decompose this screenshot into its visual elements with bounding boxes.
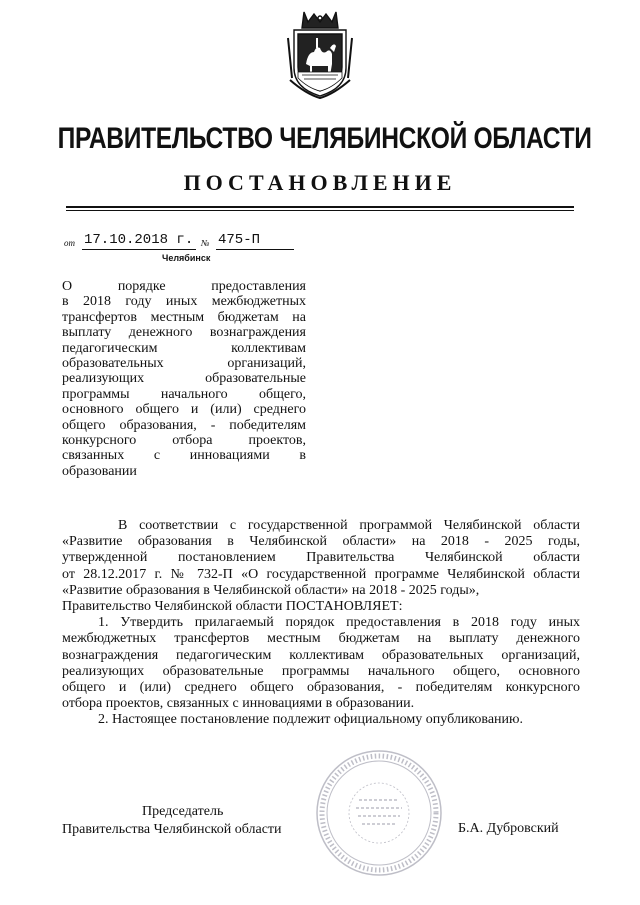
signature-role-line: Правительства Челябинской области: [62, 822, 282, 837]
subject-line: педагогическим коллективам: [62, 340, 306, 356]
header-rule: [66, 206, 574, 208]
subject-line: образовательных организаций,: [62, 355, 306, 371]
preamble-line: «Развитие образования в Челябинской области» на 2018 - 2025 годы»,: [62, 582, 480, 598]
preamble-line: утвержденной постановлением Правительства Челябинской области: [62, 550, 580, 566]
preamble-line: от 28.12.2017 г. № 732-П «О государственной программе Челябинской области: [62, 566, 580, 582]
document-type: ПОСТАНОВЛЕНИЕ: [183, 170, 457, 195]
signature-role: [62, 803, 312, 839]
item1-line: межбюджетных трансфертов местным бюджетам на выплату денежного: [62, 631, 580, 647]
item2-line: 2. Настоящее постановление подлежит официальному опубликованию.: [98, 712, 523, 728]
header-rule-thin: [66, 210, 574, 211]
signatory-name: Б.А. Дубровский: [458, 821, 559, 836]
item1-line: общего и (или) среднего общего образования, - победителям конкурсного: [62, 679, 580, 695]
subject-block: [62, 279, 306, 479]
item1-line: отбора проектов, связанных с инновациями в образовании.: [62, 696, 415, 712]
preamble-line: «Развитие образования в Челябинской области» на 2018 - 2025 годы,: [62, 534, 580, 550]
official-seal-icon: [314, 748, 444, 878]
item1-line: 1. Утвердить прилагаемый порядок предоставления в 2018 году иных: [98, 615, 580, 631]
document-number: 475-П: [216, 232, 294, 250]
date-number-line: [64, 232, 304, 250]
coat-of-arms-icon: [286, 8, 354, 100]
number-prefix: №: [201, 238, 210, 248]
government-title: ПРАВИТЕЛЬСТВО ЧЕЛЯБИНСКОЙ ОБЛАСТИ: [57, 122, 592, 155]
resolves-line: Правительство Челябинской области ПОСТАНОВЛЯЕТ:: [62, 598, 403, 614]
subject-line: образовании: [62, 463, 137, 479]
subject-line: реализующих образовательные: [62, 371, 306, 387]
item1-line: реализующих образовательные программы начального общего, основного: [62, 663, 580, 679]
subject-line: О порядке предоставления: [62, 279, 306, 294]
subject-line: основного общего и (или) среднего: [62, 402, 306, 418]
city: Челябинск: [162, 253, 211, 263]
document-body: [62, 518, 580, 728]
subject-line: программы начального общего,: [62, 386, 306, 402]
subject-line: в 2018 году иных межбюджетных: [62, 294, 306, 310]
document-date: 17.10.2018 г.: [82, 232, 196, 250]
subject-line: трансфертов местным бюджетам на: [62, 309, 306, 325]
subject-line: конкурсного отбора проектов,: [62, 432, 306, 448]
preamble-line: В соответствии с государственной программой Челябинской области: [118, 518, 580, 533]
subject-line: выплату денежного вознаграждения: [62, 325, 306, 341]
item1-line: вознаграждения педагогическим коллективам образовательных организаций,: [62, 647, 580, 663]
subject-line: общего образования, - победителям: [62, 417, 306, 433]
signature-role-line: Председатель: [142, 804, 224, 819]
date-prefix: от: [64, 238, 75, 248]
subject-line: связанных с инновациями в: [62, 448, 306, 464]
